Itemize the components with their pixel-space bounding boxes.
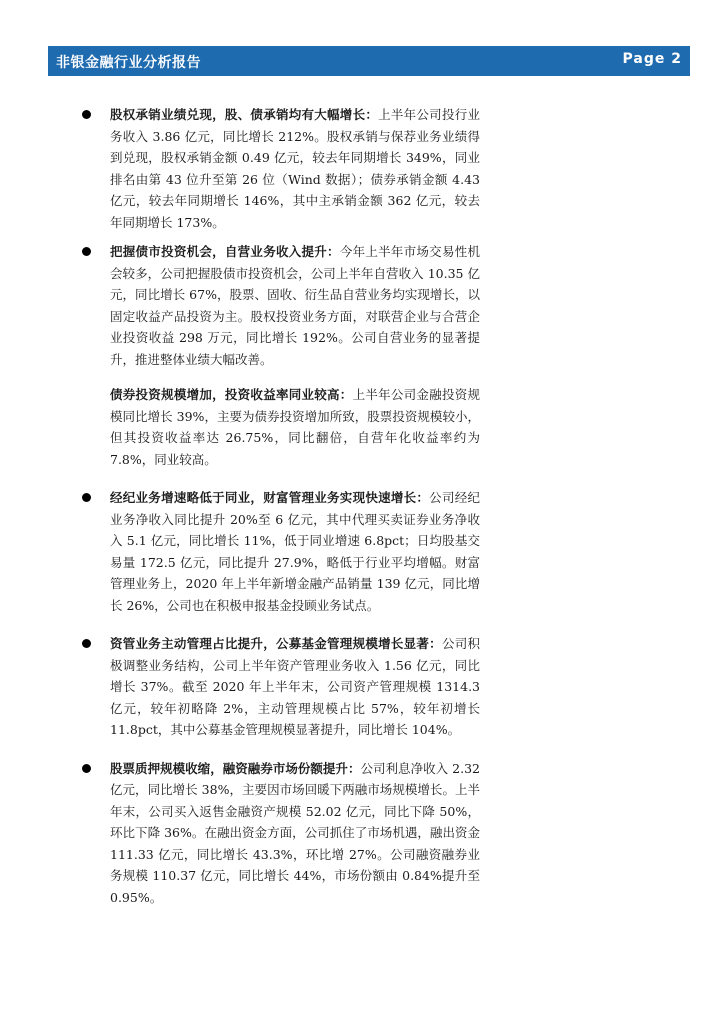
item-heading: 把握债市投资机会，自营业务收入提升： [110,244,340,259]
item-text: 公司经纪业务净收入同比提升 20%至 6 亿元，其中代理买卖证券业务净收入 5.1 亿元，同比增长 11%，低于同业增速 6.8pct；日均股基交易量 172.5 亿元，同比提升 27.9%，略低于行业平均增幅。财富管理业务上，2020 年上半年新增金融产品销量 139 亿元，同比增长 26%，公司也在积极申报基金投顾业务试点。 [110,490,480,613]
item-heading: 股票质押规模收缩，融资融券市场份额提升： [110,760,361,776]
report-header [48,46,690,76]
item-text: 上半年公司金融投资规模同比增长 39%，主要为债券投资增加所致，股票投资规模较小，但其投资收益率达 26.75%，同比翻倍，自营年化收益率约为 7.8%，同业较高。 [110,387,480,467]
report-body [82,104,480,908]
sub-paragraph [82,384,480,470]
report-title: 非银金融行业分析报告 [56,55,201,71]
item-heading: 资管业务主动管理占比提升，公募基金管理规模增长显著： [110,636,442,651]
item-heading: 经纪业务增速略低于同业，财富管理业务实现快速增长： [110,490,430,505]
page-number: Page 2 [622,51,682,67]
bullet-dot-icon [82,110,91,119]
item-text: 公司利息净收入 2.32 亿元，同比增长 38%，主要因市场回暖下两融市场规模增长。上半年末，公司买入返售金融资产规模 52.02 亿元，同比下降 50%，环比下降 36%。在融出资金方面，公司抓住了市场机遇，融出资金 111.33 亿元，同比增长 43.3%，环比增 27%。公司融资融券业务规模 110.37 亿元，同比增长 44%，市场份额由 0.84%提升至 0.95%。 [110,760,480,905]
bullet-dot-icon [82,639,91,648]
bullet-item [82,241,480,370]
item-text: 上半年公司投行业务收入 3.86 亿元，同比增长 212%。股权承销与保荐业务业绩得到兑现，股权承销金额 0.49 亿元，较去年同期增长 349%，同业排名由第 43 位升至第 26 位（Wind 数据）；债券承销金额 4.43 亿元，较去年同期增长 146%，其中主承销金额 362 亿元，较去年同期增长 173%。 [110,107,480,230]
bullet-item [82,104,480,233]
item-heading: 债券投资规模增加，投资收益率同业较高： [110,387,353,402]
bullet-item [82,633,480,741]
bullet-dot-icon [82,247,91,256]
bullet-dot-icon [82,493,91,502]
item-heading: 股权承销业绩兑现，股、债承销均有大幅增长： [110,107,379,122]
bullet-dot-icon [82,764,91,773]
item-text: 公司积极调整业务结构，公司上半年资产管理业务收入 1.56 亿元，同比增长 37%。截至 2020 年上半年末，公司资产管理规模 1314.3 亿元，较年初略降 2%，主动管理规模占比 57%，较年初增长 11.8pct，其中公募基金管理规模显著提升，同比增长 104%。 [110,636,480,737]
item-text: 今年上半年市场交易性机会较多，公司把握股债市投资机会，公司上半年自营收入 10.35 亿元，同比增长 67%，股票、固收、衍生品自营业务均实现增长，以固定收益产品投资为主。股权投资业务方面，对联营企业与合营企业投资收益 298 万元，同比增长 192%。公司自营业务的显著提升，推进整体业绩大幅改善。 [110,244,480,367]
bullet-item [82,758,480,909]
bullet-item [82,487,480,616]
